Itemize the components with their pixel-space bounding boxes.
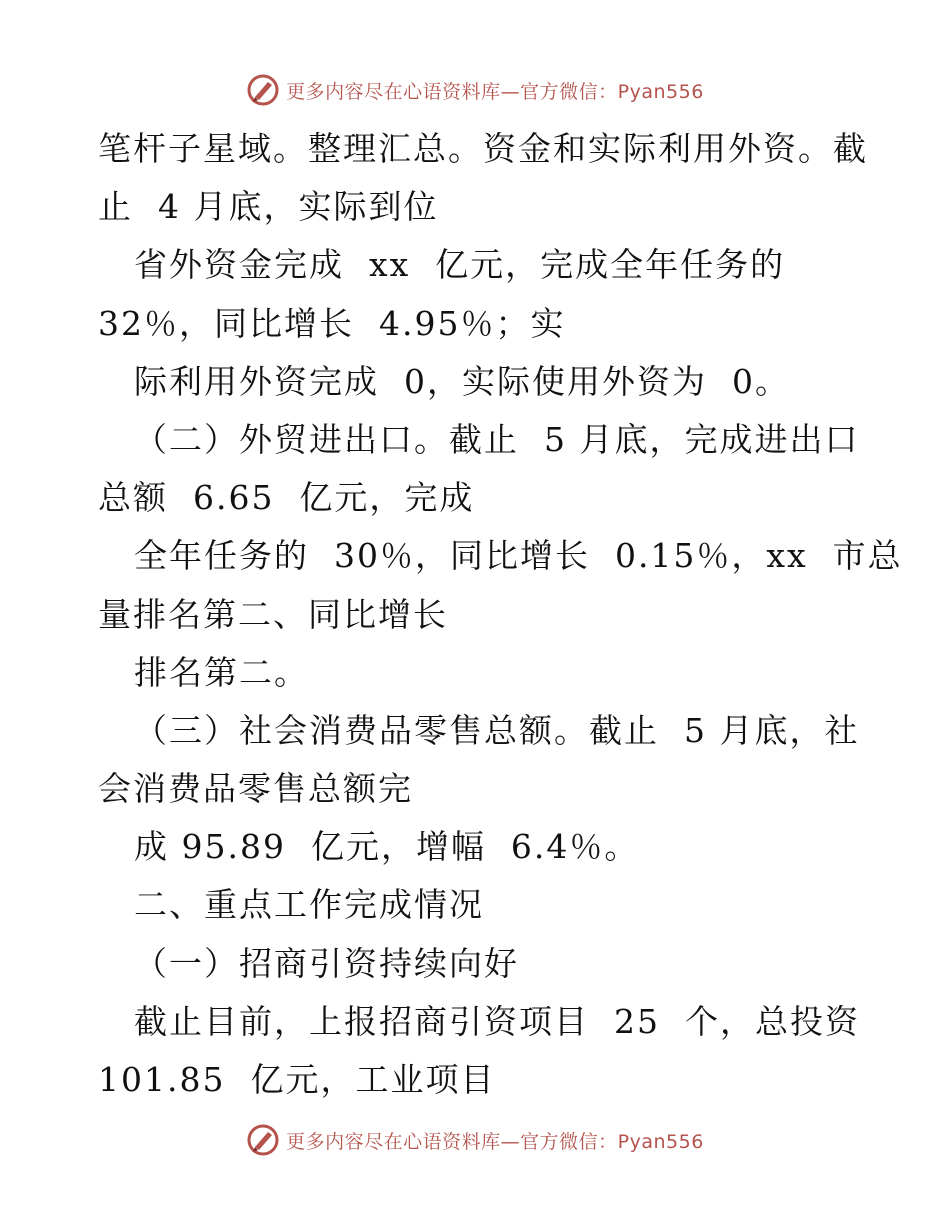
watermark-text: 更多内容尽在心语资料库—官方微信：Pyan556	[286, 80, 704, 103]
pen-logo-icon	[246, 1123, 280, 1157]
text-line: 101.85 亿元，工业项目	[98, 1060, 496, 1099]
section-heading: 二、重点工作完成情况	[134, 885, 484, 925]
text-line: 排名第二。	[134, 652, 309, 692]
section-heading: （三）社会消费品零售总额。截止 5 月底，社	[134, 710, 860, 750]
text-line: 省外资金完成 xx 亿元，完成全年任务的	[134, 245, 786, 285]
subsection-heading: （一）招商引资持续向好	[134, 943, 519, 983]
text-line: 成 95.89 亿元，增幅 6.4％。	[134, 827, 640, 867]
text-line: 全年任务的 30％，同比增长 0.15％，xx 市总	[134, 536, 903, 576]
text-line: 量排名第二、同比增长	[98, 594, 448, 634]
text-line: 笔杆子星域。整理汇总。资金和实际利用外资。截	[98, 129, 868, 168]
text-line: 32％，同比增长 4.95％；实	[98, 303, 566, 343]
section-heading: （二）外贸进出口。截止 5 月底，完成进出口	[134, 419, 860, 459]
text-line: 止 4 月底，实际到位	[98, 187, 439, 227]
text-line: 际利用外资完成 0，实际使用外资为 0。	[134, 361, 790, 401]
text-line: 总额 6.65 亿元，完成	[98, 478, 475, 518]
pen-logo-icon	[246, 73, 280, 107]
footer-watermark	[0, 1120, 950, 1160]
text-line: 会消费品零售总额完	[98, 769, 413, 809]
watermark-text: 更多内容尽在心语资料库—官方微信：Pyan556	[286, 1130, 704, 1153]
text-line: 截止目前，上报招商引资项目 25 个，总投资	[134, 1001, 860, 1041]
document-body	[98, 120, 903, 1109]
header-watermark	[0, 70, 950, 110]
